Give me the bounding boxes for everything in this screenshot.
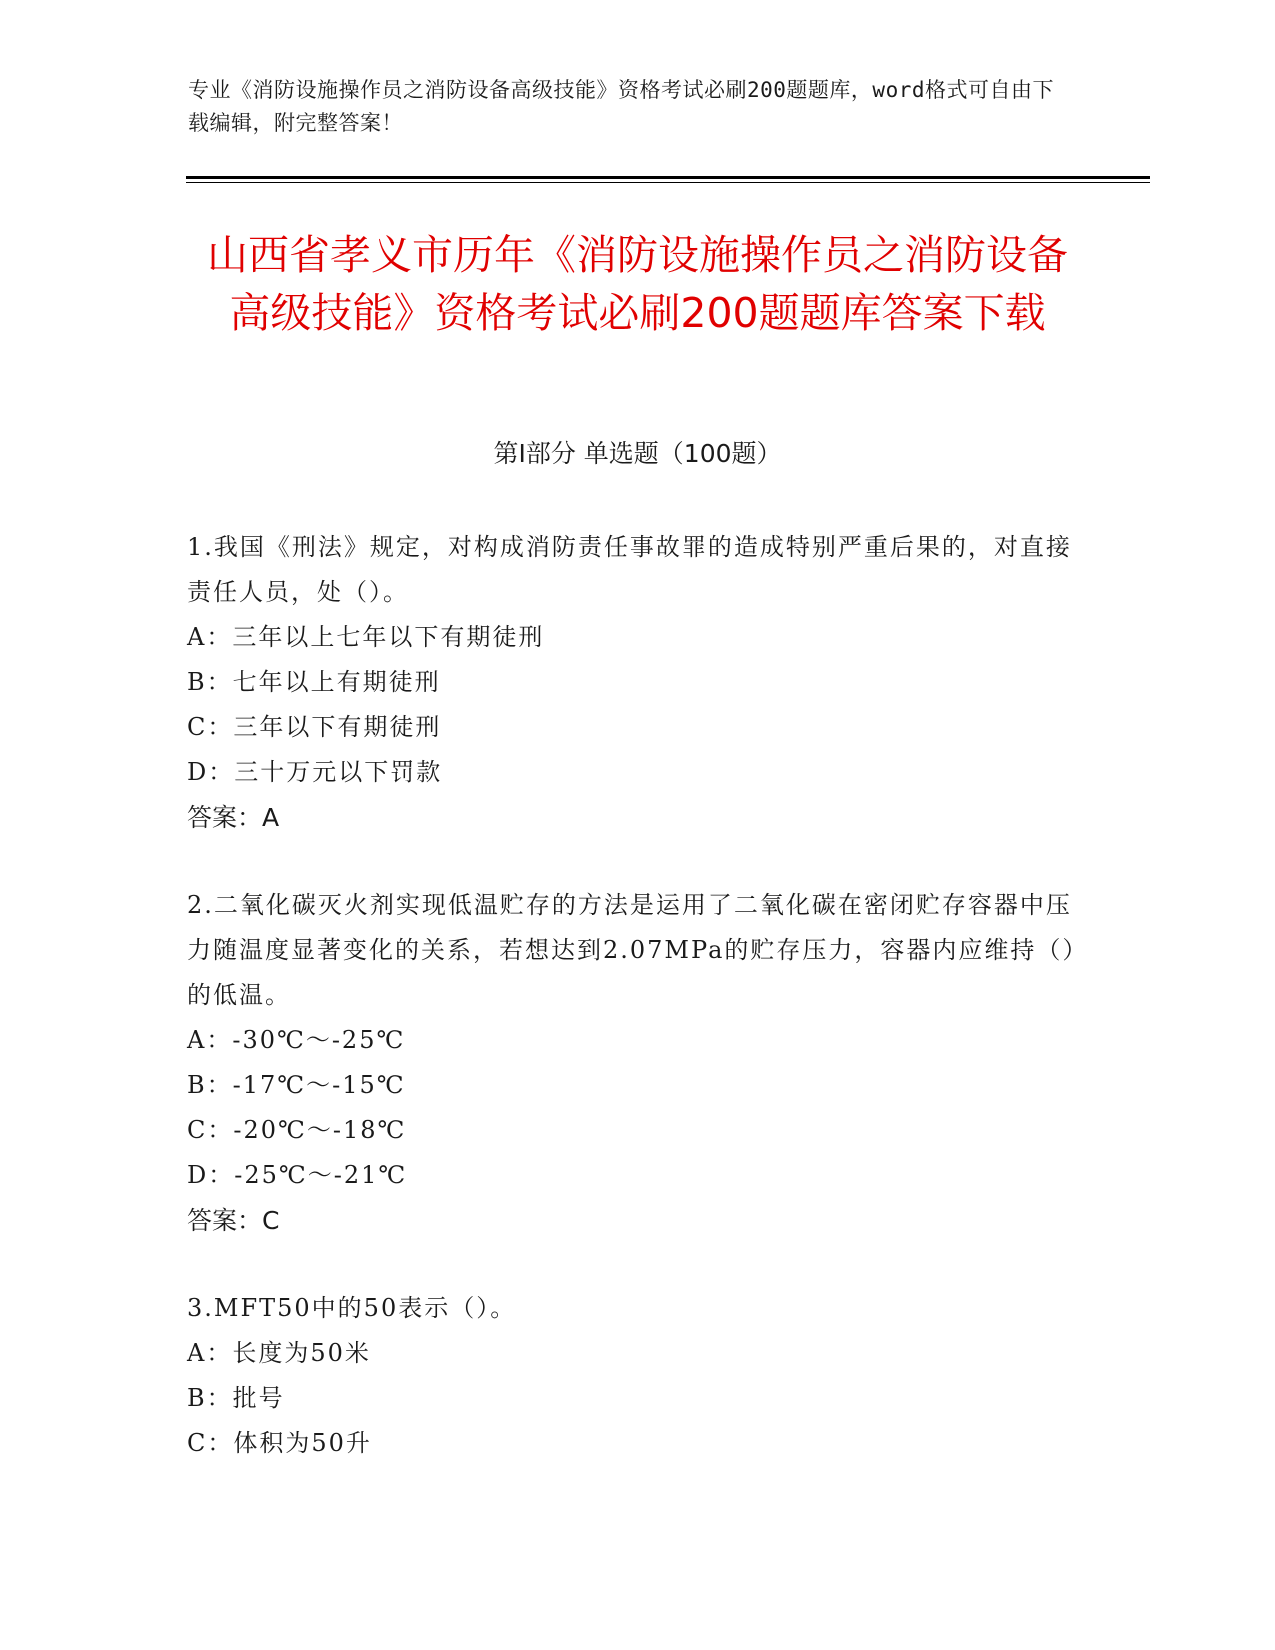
header-divider-thin [186,182,1150,183]
section-title: 第Ⅰ部分 单选题（100题） [493,439,782,468]
header-note: 专业《消防设施操作员之消防设备高级技能》资格考试必刷200题题库，word格式可自由下载编辑，附完整答案！ [188,78,1054,135]
answer-line: 答案：A [187,803,280,832]
option-a: A：长度为50米 [187,1339,371,1367]
option-b: B：批号 [187,1384,285,1412]
option-b: B：七年以上有期徒刑 [187,668,441,696]
header-divider-thick [186,176,1150,179]
question-stem: 1.我国《刑法》规定，对构成消防责任事故罪的造成特别严重后果的，对直接责任人员，处（）。 [187,533,1072,606]
question-item [187,883,1077,1243]
question-item [187,1286,1077,1466]
question-list [187,525,1077,1509]
document-title: 山西省孝义市历年《消防设施操作员之消防设备高级技能》资格考试必刷200题题库答案下载 [207,231,1068,337]
option-c: C：-20℃～-18℃ [187,1116,407,1144]
question-stem: 3.MFT50中的50表示（）。 [187,1294,517,1322]
option-a: A：三年以上七年以下有期徒刑 [187,623,545,651]
question-stem: 2.二氧化碳灭火剂实现低温贮存的方法是运用了二氧化碳在密闭贮存容器中压力随温度显著变化的关系，若想达到2.07MPa的贮存压力，容器内应维持（）的低温。 [187,891,1077,1009]
question-item [187,525,1077,840]
option-d: D：三十万元以下罚款 [187,758,443,786]
option-a: A：-30℃～-25℃ [187,1026,406,1054]
option-d: D：-25℃～-21℃ [187,1161,408,1189]
option-b: B：-17℃～-15℃ [187,1071,406,1099]
answer-line: 答案：C [187,1206,280,1235]
option-c: C：体积为50升 [187,1429,372,1457]
option-c: C：三年以下有期徒刑 [187,713,442,741]
